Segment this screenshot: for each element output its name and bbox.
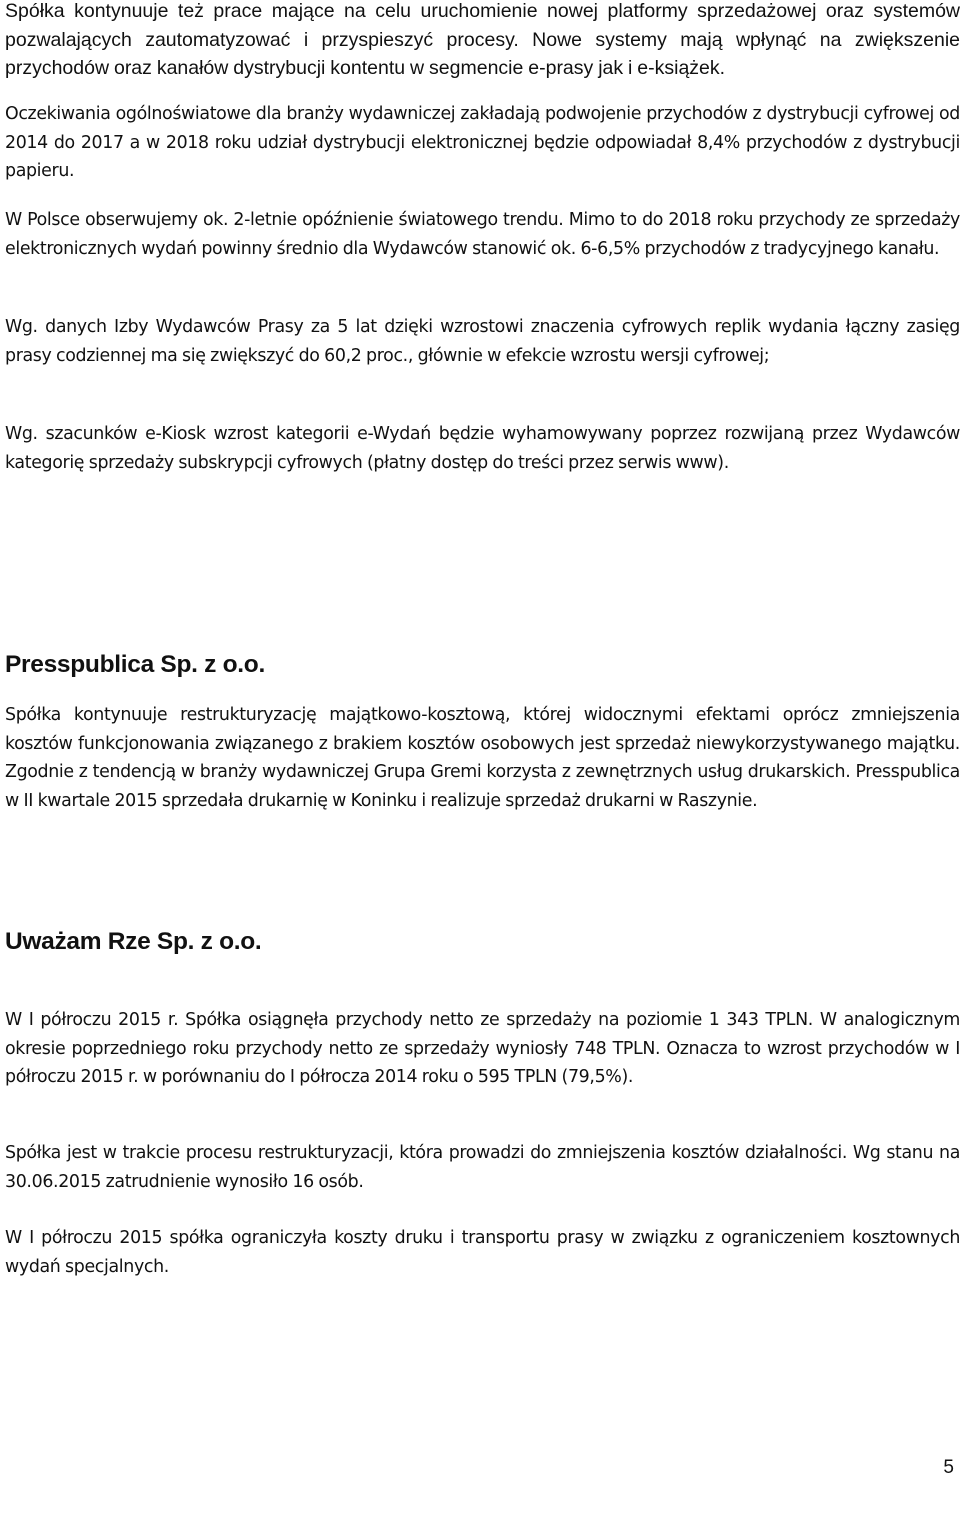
uwazam-rze-paragraph-revenue: W I półroczu 2015 r. Spółka osiągnęła przychody netto ze sprzedaży na poziomie 1 343 TPLN. W analogicznym okresie poprzedniego roku przychody netto ze sprzedaży wyniosły 748 TPLN. Oznacza to wzrost przychodów w I półroczu 2015 r. w porównaniu do I półrocza 2014 roku o 595 TPLN (79,5%).: [5, 1010, 960, 1088]
presspublica-heading: Presspublica Sp. z o.o.: [5, 651, 265, 678]
intro-paragraph-platform: Spółka kontynuuje też prace mające na celu uruchomienie nowej platformy sprzedażowej oraz systemów pozwalających zautomatyzować i przyspieszyć procesy. Nowe systemy mają wpłynąć na zwiększenie przychodów oraz kanałów dystrybucji kontentu w segmencie e-prasy jak i e-książek.: [5, 0, 960, 79]
presspublica-paragraph-restructuring: Spółka kontynuuje restrukturyzację majątkowo-kosztową, której widocznymi efektami oprócz zmniejszenia kosztów funkcjonowania związanego z brakiem kosztów osobowych jest sprzedaż niewykorzystywanego majątku. Zgodnie z tendencją w branży wydawniczej Grupa Gremi korzysta z zewnętrznych usług drukarskich. Presspublica w II kwartale 2015 sprzedała drukarnię w Koninku i realizuje sprzedaż drukarni w Raszynie.: [5, 705, 960, 811]
intro-paragraph-poland-trend: W Polsce obserwujemy ok. 2-letnie opóźnienie światowego trendu. Mimo to do 2018 roku przychody ze sprzedaży elektronicznych wydań powinny średnio dla Wydawców stanowić ok. 6-6,5% przychodów z tradycyjnego kanału.: [5, 210, 960, 259]
intro-paragraph-global-expectations: Oczekiwania ogólnoświatowe dla branży wydawniczej zakładają podwojenie przychodów z dystrybucji cyfrowej od 2014 do 2017 a w 2018 roku udział dystrybucji elektronicznej będzie odpowiadał 8,4% przychodów z dystrybucji papieru.: [5, 104, 960, 182]
intro-paragraph-press-chamber: Wg. danych Izby Wydawców Prasy za 5 lat dzięki wzrostowi znaczenia cyfrowych replik wydania łączny zasięg prasy codziennej ma się zwiększyć do 60,2 proc., głównie w efekcie wzrostu wersji cyfrowej;: [5, 317, 960, 366]
page-number: 5: [943, 1457, 954, 1478]
intro-paragraph-ekiosk: Wg. szacunków e-Kiosk wzrost kategorii e-Wydań będzie wyhamowywany poprzez rozwijaną przez Wydawców kategorię sprzedaży subskrypcji cyfrowych (płatny dostęp do treści przez serwis www).: [5, 424, 960, 473]
uwazam-rze-paragraph-costs: W I półroczu 2015 spółka ograniczyła koszty druku i transportu prasy w związku z ograniczeniem kosztownych wydań specjalnych.: [5, 1228, 960, 1277]
uwazam-rze-heading: Uważam Rze Sp. z o.o.: [5, 928, 262, 955]
uwazam-rze-paragraph-employment: Spółka jest w trakcie procesu restrukturyzacji, która prowadzi do zmniejszenia kosztów działalności. Wg stanu na 30.06.2015 zatrudnienie wynosiło 16 osób.: [5, 1143, 960, 1192]
